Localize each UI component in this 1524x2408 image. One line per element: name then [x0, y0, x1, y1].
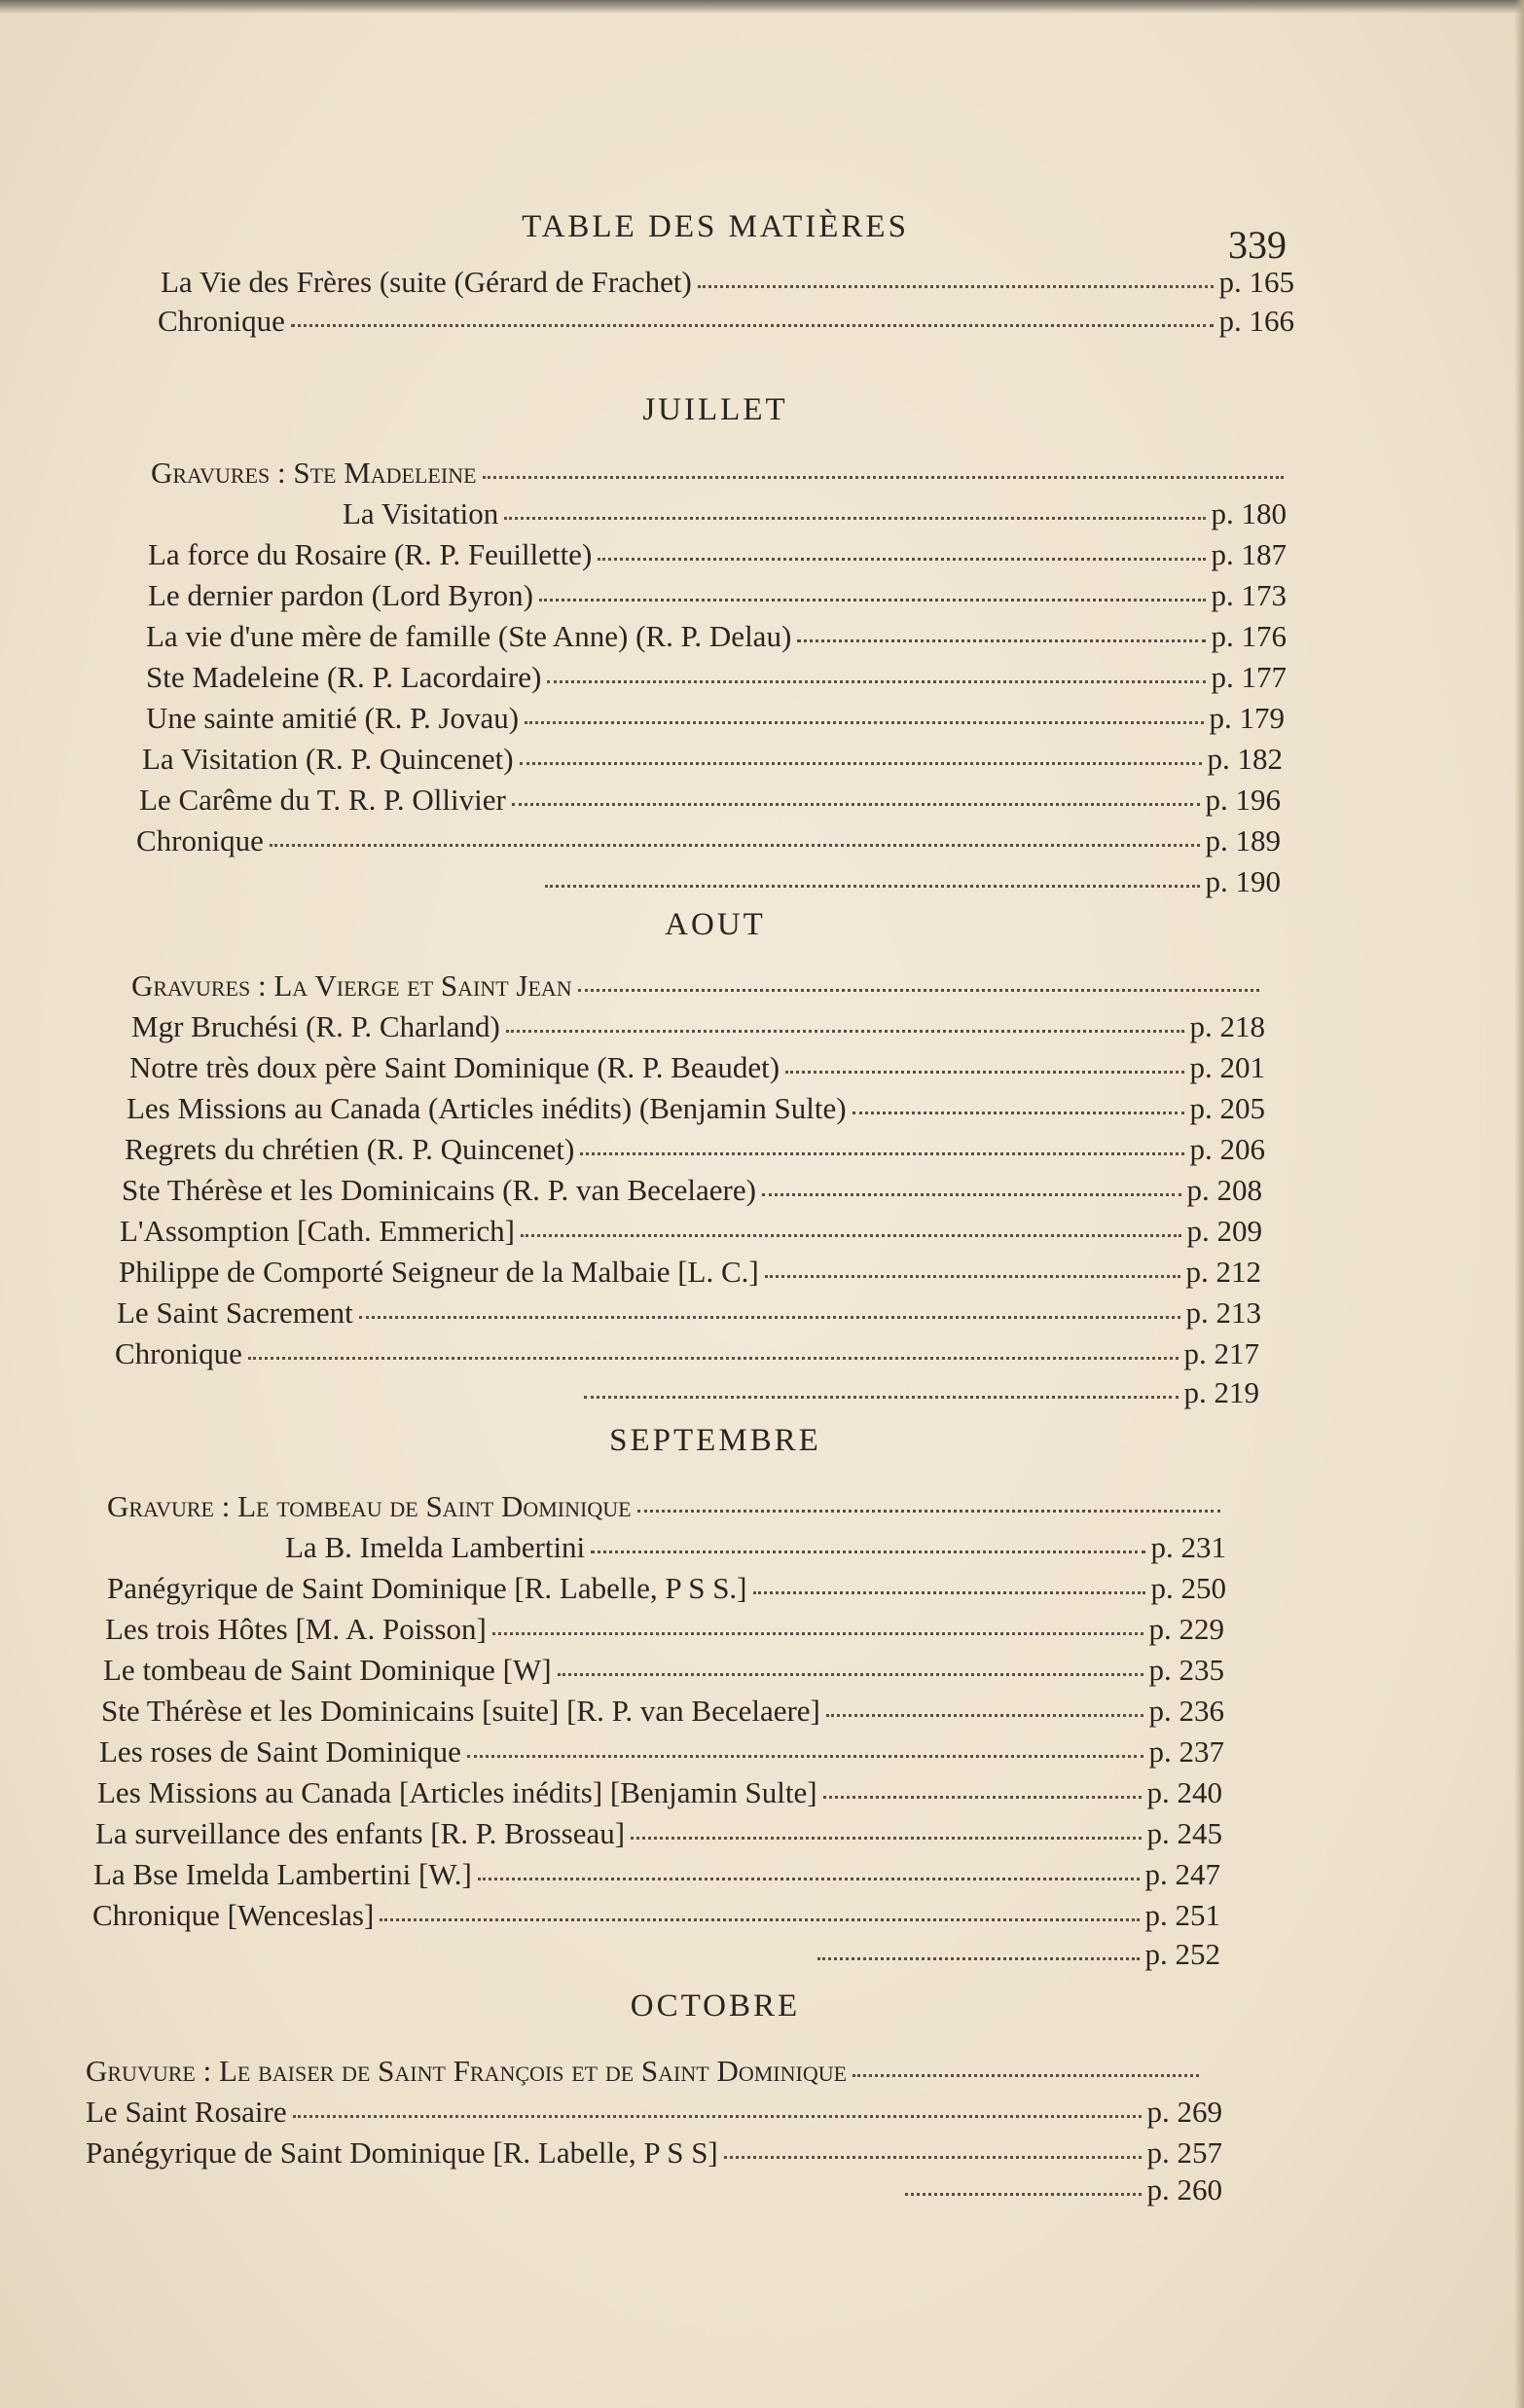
dot-leader	[578, 986, 1259, 992]
entry-page: p. 250	[1150, 1571, 1226, 1605]
entry-title: Les roses de Saint Dominique	[99, 1734, 461, 1769]
dot-leader	[762, 1190, 1181, 1196]
dot-leader	[539, 596, 1206, 602]
entry-title: Panégyrique de Saint Dominique [R. Labelle, P S S]	[86, 2135, 718, 2170]
entry-title: La B. Imelda Lambertini	[285, 1530, 586, 1564]
toc-entry	[105, 1612, 1224, 1653]
entry-title: La surveillance des enfants [R. P. Brosseau]	[95, 1816, 626, 1850]
dot-leader	[826, 1711, 1143, 1717]
entry-page: p. 206	[1189, 1132, 1265, 1166]
entry-page: p. 217	[1183, 1336, 1259, 1370]
entry-page: p. 257	[1146, 2135, 1222, 2170]
dot-leader	[598, 555, 1205, 561]
toc-entry	[86, 2095, 1222, 2135]
toc-entry	[97, 1775, 1222, 1816]
entry-page: p. 218	[1189, 1009, 1265, 1043]
entry-title: Le Carême du T. R. P. Ollivier	[139, 783, 506, 817]
dot-leader	[504, 514, 1205, 520]
toc-entry	[131, 1009, 1265, 1050]
toc-entry	[92, 1898, 1220, 1939]
entry-page: p. 179	[1209, 701, 1285, 735]
page-top-edge	[0, 0, 1524, 14]
dot-leader	[512, 800, 1200, 806]
dot-leader	[631, 1834, 1141, 1840]
toc-entry	[161, 265, 1294, 306]
toc-entry	[122, 1173, 1262, 1214]
entry-page: p. 205	[1189, 1091, 1265, 1125]
toc-entry	[151, 456, 1289, 496]
dot-leader	[545, 882, 1200, 888]
entry-title: Gravure : Le tombeau de Saint Dominique	[107, 1489, 632, 1523]
entry-title: Ste Thérèse et les Dominicains (R. P. van Becelaere)	[122, 1173, 756, 1207]
entry-page: p. 190	[1205, 864, 1281, 898]
entry-title: Philippe de Comporté Seigneur de la Malbaie [L. C.]	[119, 1255, 759, 1289]
dot-leader	[823, 1793, 1142, 1799]
entry-title: Les Missions au Canada (Articles inédits) (Benjamin Sulte)	[127, 1091, 847, 1125]
dot-leader	[785, 1068, 1183, 1074]
entry-title: Gravures : Ste Madeleine	[151, 456, 477, 490]
entry-page: p. 229	[1148, 1612, 1224, 1646]
dot-leader	[359, 1313, 1180, 1319]
toc-entry	[125, 1132, 1265, 1173]
entry-title: La Visitation	[343, 496, 499, 530]
toc-entry	[905, 2172, 1222, 2213]
toc-entry	[545, 864, 1281, 905]
entry-title: Le tombeau de Saint Dominique [W]	[103, 1653, 552, 1687]
entry-page: p. 245	[1146, 1816, 1222, 1850]
toc-entry	[139, 783, 1281, 823]
entry-page: p. 165	[1218, 265, 1294, 299]
entry-title: Mgr Bruchési (R. P. Charland)	[131, 1009, 500, 1043]
entry-title: Une sainte amitié (R. P. Jovau)	[146, 701, 520, 735]
entry-title: Chronique	[115, 1336, 242, 1370]
dot-leader	[291, 321, 1214, 327]
dot-leader	[547, 677, 1205, 683]
dot-leader	[248, 1354, 1179, 1360]
entry-title: La Bse Imelda Lambertini [W.]	[93, 1857, 472, 1891]
section-heading-aout: AOUT	[665, 907, 766, 942]
toc-entry	[584, 1375, 1259, 1416]
entry-page: p. 180	[1211, 496, 1287, 530]
entry-title: Gruvure : Le baiser de Saint François et de Saint Dominique	[86, 2054, 848, 2088]
entry-page: p. 260	[1146, 2172, 1222, 2207]
entry-page: p. 251	[1144, 1898, 1220, 1932]
entry-page: p. 176	[1211, 619, 1287, 653]
toc-entry	[95, 1816, 1222, 1857]
dot-leader	[584, 1393, 1179, 1399]
dot-leader	[591, 1548, 1144, 1553]
entry-page: p. 166	[1218, 304, 1294, 338]
toc-entry	[158, 304, 1294, 345]
dot-leader	[797, 637, 1205, 642]
entry-title: Regrets du chrétien (R. P. Quincenet)	[125, 1132, 575, 1166]
section-heading-juillet: JUILLET	[642, 392, 788, 427]
entry-page: p. 247	[1144, 1857, 1220, 1891]
entry-title: Le dernier pardon (Lord Byron)	[148, 578, 533, 612]
entry-title: La vie d'une mère de famille (Ste Anne) (R. P. Delau)	[146, 619, 792, 653]
dot-leader	[483, 473, 1284, 479]
entry-page: p. 173	[1211, 578, 1287, 612]
toc-entry	[146, 660, 1287, 701]
toc-entry	[107, 1571, 1226, 1612]
entry-title: La force du Rosaire (R. P. Feuillette)	[148, 537, 593, 571]
dot-leader	[492, 1629, 1143, 1635]
dot-leader	[580, 1149, 1183, 1155]
toc-entry	[131, 968, 1265, 1009]
toc-entry	[117, 1295, 1261, 1336]
entry-title: Le Saint Rosaire	[86, 2095, 287, 2129]
entry-page: p. 252	[1144, 1937, 1220, 1971]
entry-title: Le Saint Sacrement	[117, 1295, 353, 1330]
entry-page: p. 177	[1211, 660, 1287, 694]
page-right-edge	[1514, 0, 1524, 2408]
entry-page: p. 240	[1146, 1775, 1222, 1809]
entry-page: p. 212	[1185, 1255, 1261, 1289]
dot-leader	[270, 841, 1200, 847]
entry-page: p. 236	[1148, 1694, 1224, 1728]
entry-title: Chronique	[158, 304, 285, 338]
dot-leader	[765, 1272, 1180, 1278]
entry-page: p. 201	[1189, 1050, 1265, 1084]
dot-leader	[817, 1954, 1140, 1960]
entry-title: La Vie des Frères (suite (Gérard de Frachet)	[161, 265, 692, 299]
toc-entry	[142, 742, 1283, 783]
entry-page: p. 219	[1183, 1375, 1259, 1409]
entry-title: L'Assomption [Cath. Emmerich]	[120, 1214, 515, 1248]
toc-entry	[103, 1653, 1224, 1694]
entry-title: Chronique [Wenceslas]	[92, 1898, 375, 1932]
dot-leader	[506, 1027, 1184, 1033]
dot-leader	[637, 1507, 1220, 1513]
entry-page: p. 231	[1150, 1530, 1226, 1564]
dot-leader	[753, 1588, 1145, 1594]
entry-page: p. 187	[1211, 537, 1287, 571]
entry-title: La Visitation (R. P. Quincenet)	[142, 742, 514, 776]
toc-entry	[119, 1255, 1261, 1295]
entry-page: p. 213	[1185, 1295, 1261, 1330]
page-number: 339	[1228, 223, 1287, 267]
toc-entry	[101, 1694, 1224, 1734]
entry-page: p. 208	[1186, 1173, 1262, 1207]
dot-leader	[467, 1752, 1143, 1758]
entry-title: Ste Madeleine (R. P. Lacordaire)	[146, 660, 542, 694]
entry-page: p. 235	[1148, 1653, 1224, 1687]
dot-leader	[724, 2153, 1142, 2159]
entry-title: Gravures : La Vierge et Saint Jean	[131, 968, 572, 1003]
dot-leader	[853, 1109, 1184, 1114]
dot-leader	[525, 718, 1203, 724]
entry-title: Ste Thérèse et les Dominicains [suite] [R. P. van Becelaere]	[101, 1694, 820, 1728]
entry-page: p. 237	[1148, 1734, 1224, 1769]
toc-entry	[146, 701, 1285, 742]
entry-title: Panégyrique de Saint Dominique [R. Labelle, P S S.]	[107, 1571, 747, 1605]
toc-entry	[107, 1489, 1226, 1530]
dot-leader	[853, 2071, 1199, 2077]
toc-entry	[136, 823, 1281, 864]
entry-page: p. 189	[1205, 823, 1281, 857]
entry-title: Notre très doux père Saint Dominique (R. P. Beaudet)	[129, 1050, 780, 1084]
toc-entry	[120, 1214, 1262, 1255]
toc-entry	[115, 1336, 1259, 1377]
toc-entry	[93, 1857, 1220, 1898]
toc-entry	[148, 578, 1287, 619]
toc-entry	[146, 619, 1287, 660]
dot-leader	[478, 1875, 1140, 1880]
entry-title: Les trois Hôtes [M. A. Poisson]	[105, 1612, 487, 1646]
entry-page: p. 196	[1205, 783, 1281, 817]
toc-entry	[148, 537, 1287, 578]
entry-page: p. 209	[1186, 1214, 1262, 1248]
toc-entry	[129, 1050, 1265, 1091]
dot-leader	[521, 1231, 1181, 1237]
dot-leader	[380, 1915, 1139, 1921]
entry-title: Les Missions au Canada [Articles inédits] [Benjamin Sulte]	[97, 1775, 817, 1809]
toc-entry	[86, 2135, 1222, 2176]
dot-leader	[293, 2112, 1142, 2118]
entry-page: p. 182	[1207, 742, 1283, 776]
toc-entry	[817, 1937, 1220, 1978]
dot-leader	[905, 2190, 1142, 2196]
page-header-title: TABLE DES MATIÈRES	[522, 209, 909, 244]
dot-leader	[558, 1670, 1143, 1676]
toc-entry	[86, 2054, 1205, 2095]
dot-leader	[698, 282, 1214, 288]
entry-title: Chronique	[136, 823, 264, 857]
toc-entry	[343, 496, 1287, 537]
section-heading-octobre: OCTOBRE	[630, 1988, 801, 2024]
toc-entry	[99, 1734, 1224, 1775]
dot-leader	[520, 759, 1202, 765]
toc-entry	[285, 1530, 1226, 1571]
toc-entry	[127, 1091, 1265, 1132]
entry-page: p. 269	[1146, 2095, 1222, 2129]
section-heading-septembre: SEPTEMBRE	[609, 1423, 821, 1458]
